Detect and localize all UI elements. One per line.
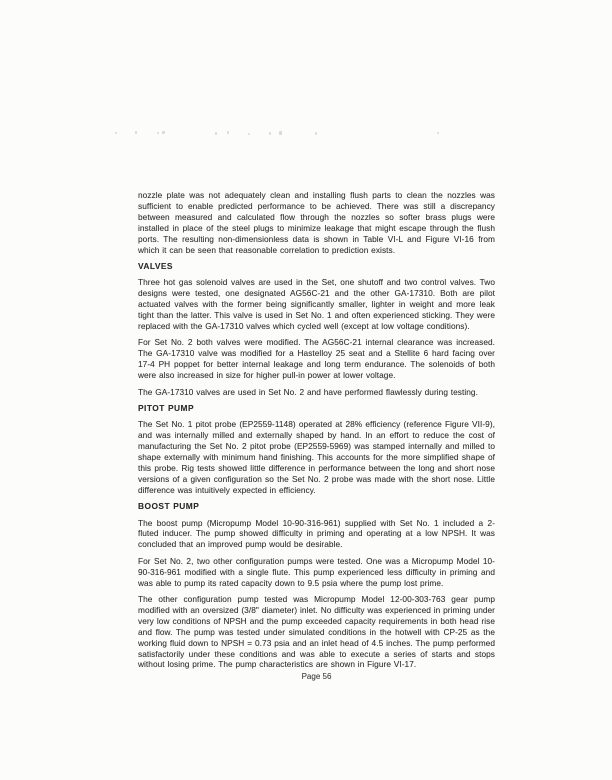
scan-speck [227, 131, 229, 134]
page-content [138, 190, 495, 676]
scan-speck [162, 131, 165, 134]
scan-speck [248, 133, 250, 135]
scan-speck [437, 132, 439, 134]
section-heading-valves: VALVES [138, 260, 173, 271]
paragraph-boost-pump-2: For Set No. 2, two other configuration pumps were tested. One was a Micropump Model 10-90-316-961 modified with a single flute. This pump experienced less difficulty in priming and was able to pump its rated capacity down to 9.5 psia where the pump lost prime. [138, 555, 495, 588]
scan-speck [269, 132, 271, 135]
paragraph-valves-3: The GA-17310 valves are used in Set No. 2 and have performed flawlessly during testing. [138, 386, 478, 397]
paragraph-boost-pump-3: The other configuration pump tested was Micropump Model 12-00-303-763 gear pump modified with an oversized (3/8" diameter) inlet. No difficulty was experienced in priming under very low conditions of NPSH and the pump exceeded capacity requirements in both head rise and flow. The pump was tested under simulated conditions in the hotwell with CP-25 as the working fluid down to NPSH = 0.73 psia and an inlet head of 4.5 inches. The pump performed satisfactorily under these conditions and was able to execute a series of starts and stops without losing prime. The pump characteristics are shown in Figure VI-17. [138, 594, 495, 670]
paragraph-valves-1: Three hot gas solenoid valves are used in the Set, one shutoff and two control valves. Two designs were tested, one designated AG56C-21 and the other GA-17310. Both are pilot actuated valves with the former being significantly smaller, lighter in weight and more leak tight than the latter. This valve is used in Set No. 1 and often experienced sticking. They were replaced with the GA-17310 valves which cycled well (except at low voltage conditions). [138, 277, 495, 331]
scan-speck [157, 132, 159, 134]
paragraph-pitot-pump-1: The Set No. 1 pitot probe (EP2559-1148) operated at 28% efficiency (reference Figure VII-9), and was internally milled and externally shaped by hand. In an effort to reduce the cost of manufacturing the Set No. 2 pitot probe (EP2559-5969) was stamped internally and milled to shape externally with minimum hand finishing. This accounts for the more simplified shape of this probe. Rig tests showed little difference in performance between the long and short nose versions of a given configuration so the Set No. 2 probe was made with the short nose. Little difference was intuitively expected in efficiency. [138, 419, 495, 495]
section-heading-boost-pump: BOOST PUMP [138, 501, 200, 512]
paragraph-nozzle-plate: nozzle plate was not adequately clean and installing flush parts to clean the nozzles was sufficient to enable predicted performance to be achieved. There was still a discrepancy between measured and calculated flow through the nozzles so softer brass plugs were installed in place of the steel plugs to minimize leakage that might escape through the flush ports. The resulting non-dimensionless data is shown in Table VI-L and Figure VI-16 from which it can be seen that reasonable correlation to prediction exists. [138, 190, 495, 255]
section-heading-pitot-pump: PITOT PUMP [138, 402, 194, 413]
paragraph-boost-pump-1: The boost pump (Micropump Model 10-90-316-961) supplied with Set No. 1 included a 2-fluted inducer. The pump showed difficulty in priming and operating at a low NPSH. It was concluded that an improved pump would be desirable. [138, 517, 495, 550]
scan-speck [279, 131, 282, 135]
scan-speck [315, 132, 317, 135]
scan-speck [135, 131, 137, 134]
paragraph-valves-2: For Set No. 2 both valves were modified. The AG56C-21 internal clearance was increased. The GA-17310 valve was modified for a Hastelloy 25 seat and a Stellite 6 hard facing over 17-4 PH poppet for better internal leakage and long term endurance. The solenoids of both were also increased in size for higher pull-in power at lower voltage. [138, 337, 495, 381]
scan-speck [215, 132, 217, 135]
page-number: Page 56 [301, 672, 332, 681]
scan-speck [115, 132, 117, 134]
